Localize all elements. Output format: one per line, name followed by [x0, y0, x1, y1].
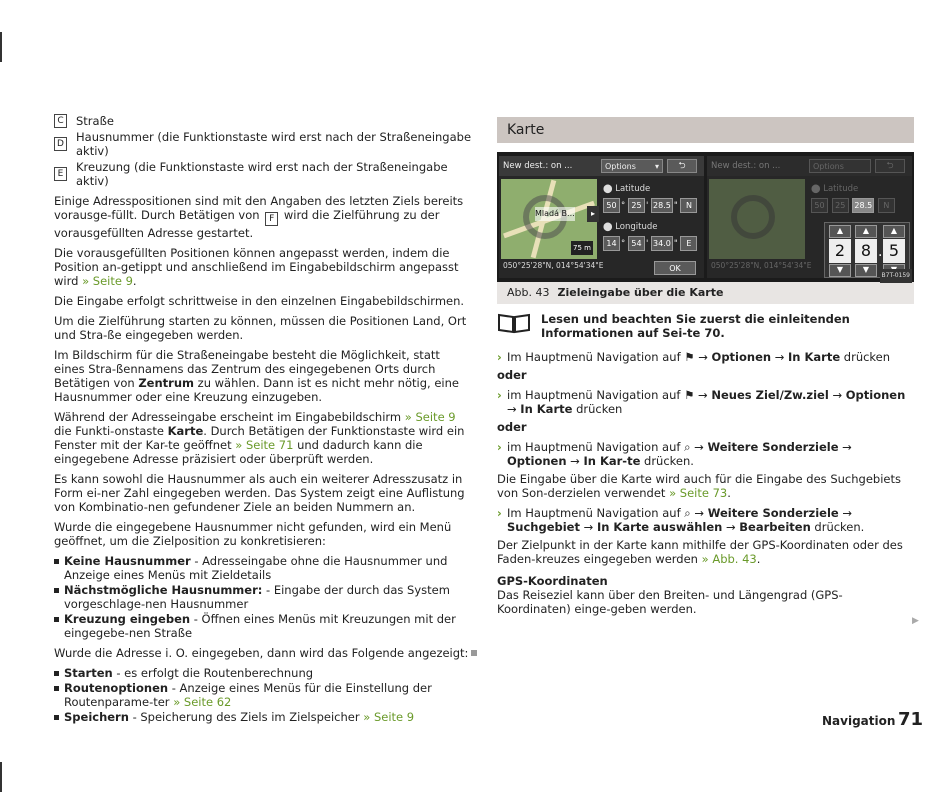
bold-term: Optionen	[507, 454, 567, 468]
list-item	[54, 710, 472, 724]
arrow: →	[698, 350, 708, 364]
bold-term: Keine Hausnummer	[64, 554, 191, 568]
key-legend-row	[54, 130, 472, 158]
key-description: Straße	[76, 114, 114, 128]
bold-term: Starten	[64, 666, 113, 680]
map-scale: 75 m	[571, 241, 593, 255]
bold-term: Speichern	[64, 710, 129, 724]
bold-term: Weitere Sonderziele	[707, 440, 839, 454]
coords-readout: 050°25'28"N, 014°54'34"E	[503, 261, 604, 270]
options-label: Options	[813, 162, 844, 171]
coord-field: 25	[832, 198, 849, 213]
section-heading: Karte	[497, 117, 914, 143]
bold-term: Nächstmögliche Hausnummer:	[64, 583, 263, 597]
pin-icon: ⬤	[603, 184, 613, 194]
paragraph: Wurde die Adresse i. O. eingegeben, dann wird das Folgende angezeigt:	[54, 646, 469, 660]
paragraph	[54, 410, 472, 466]
coord-field: N	[878, 198, 895, 213]
latitude-fields	[811, 198, 896, 213]
bullet-list	[54, 666, 472, 724]
function-key: D	[54, 137, 67, 151]
caption-text: Zieleingabe über die Karte	[557, 286, 724, 299]
section-end-mark	[471, 650, 477, 656]
page-link[interactable]: » Seite 71	[235, 438, 294, 452]
chevron-right-icon: ›	[497, 350, 502, 364]
text: zu wählen. Dann ist es nicht mehr nötig, eine Hausnummer oder eine Kreuzung einzugeben.	[54, 376, 459, 404]
crop-mark	[0, 762, 2, 792]
coord-field-selected: 28.5	[852, 198, 874, 213]
paragraph	[54, 194, 472, 240]
poi-icon: ⌕	[684, 440, 691, 454]
text: - Speicherung des Ziels im Zielspeicher	[128, 710, 360, 724]
figure-link[interactable]: » Abb. 43	[701, 552, 757, 566]
text: - Anzeige eines Menüs für die Einstellung der Routenparame-ter	[64, 681, 432, 709]
page-link[interactable]: » Seite 9	[82, 274, 133, 288]
latitude-label	[811, 182, 858, 196]
map-view	[501, 179, 597, 259]
list-item	[54, 554, 472, 582]
text: - Adresseingabe ohne die Hausnummer und Anzeige eines Menüs mit Zieldetails	[64, 554, 448, 582]
page-link[interactable]: » Seite 9	[363, 710, 415, 724]
right-column	[497, 117, 914, 622]
text: - Eingabe der durch das System vorgeschlage-nen Hausnummer	[64, 583, 450, 611]
key-description: Hausnummer (die Funktionstaste wird erst nach der Straßeneingabe aktiv)	[76, 130, 472, 158]
coord-field: N	[680, 198, 697, 213]
left-column	[54, 114, 472, 730]
pin-icon: ⬤	[603, 222, 613, 232]
text: Im Hauptmenü Navigation auf	[507, 350, 681, 364]
bold-term: In Karte	[520, 402, 573, 416]
coord-field: E	[680, 236, 697, 251]
screen-title: New dest.: on ...	[503, 161, 573, 171]
text: Im Hauptmenü Navigation auf	[507, 506, 681, 520]
list-item	[54, 681, 472, 709]
coord-field: 50	[811, 198, 828, 213]
screen-topbar	[499, 156, 704, 176]
key-legend-row	[54, 114, 472, 128]
text: Einige Adresspositionen sind mit den Angaben des letzten Ziels bereits vorausge-füllt. Durch Betätigen von	[54, 194, 464, 222]
coord-field: 25	[628, 198, 645, 213]
chevron-up-icon: ▲	[883, 225, 905, 238]
back-icon: ⮌	[667, 159, 697, 173]
function-key: C	[54, 114, 67, 128]
footer-section-title: Navigation	[822, 714, 896, 728]
text: und dadurch kann die eingegebene Adresse präzisiert oder überprüft werden.	[54, 438, 423, 466]
chevron-down-icon: ▼	[829, 264, 851, 277]
text: Die Eingabe über die Karte wird auch für die Eingabe des Suchgebiets von Son-derzielen verwendet	[497, 472, 901, 500]
bold-term: In Karte auswählen	[596, 520, 723, 534]
paragraph: Das Reiseziel kann über den Breiten- und Längengrad (GPS-Koordinaten) einge-geben werden.	[497, 588, 843, 616]
label-text: Latitude	[823, 184, 859, 194]
chevron-right-icon: ›	[497, 440, 502, 454]
caption-label: Abb. 43	[507, 286, 550, 299]
text: im Hauptmenü Navigation auf	[507, 440, 681, 454]
poi-icon: ⌕	[684, 506, 691, 520]
oder-label: oder	[497, 368, 527, 382]
chevron-up-icon: ▲	[855, 225, 877, 238]
ok-button: OK	[654, 261, 696, 275]
text: .	[132, 274, 137, 288]
subheading: GPS-Koordinaten	[497, 574, 608, 588]
chevron-right-icon: ›	[497, 388, 502, 402]
coord-field: 34.0	[651, 236, 673, 251]
text: wird die Zielführung zu der vorausgefüllten Adresse gestartet.	[54, 208, 440, 240]
continue-arrow-icon: ▶	[912, 616, 919, 626]
bold-term: Karte	[167, 424, 204, 438]
coord-field: 14	[603, 236, 620, 251]
flag-icon: ⚑	[684, 388, 695, 402]
read-notice	[497, 312, 914, 340]
spinner-digit: 2	[829, 239, 851, 263]
text: .	[756, 552, 761, 566]
step-item: › im Hauptmenü Navigation auf ⌕ → Weitere Sonderziele → Optionen → In Kar-te drücken.	[497, 440, 852, 468]
text: . Durch Betätigen der Funktionstaste wird ein Fenster mit der Kar-te geöffnet	[54, 424, 465, 452]
coord-field: 28.5	[651, 198, 673, 213]
text: drücken.	[814, 520, 865, 534]
book-icon	[497, 312, 531, 334]
map-view	[709, 179, 805, 259]
figure-caption	[497, 282, 914, 304]
figure-screenshots	[497, 152, 914, 282]
bold-term: In Kar-te	[583, 454, 641, 468]
step-item	[497, 350, 914, 364]
bold-term: Routenoptionen	[64, 681, 169, 695]
text: .	[727, 486, 731, 500]
spinner-column	[829, 225, 851, 277]
map-arrow-icon: ▸	[587, 206, 599, 222]
text: drücken.	[644, 454, 694, 468]
screen-topbar	[707, 156, 912, 176]
text: - Öffnen eines Menüs mit Kreuzungen mit der eingegebe-nen Straße	[64, 612, 456, 640]
spinner-digit: 8	[855, 239, 877, 263]
bold-term: Kreuzung eingeben	[64, 612, 191, 626]
page-link[interactable]: » Seite 62	[173, 695, 232, 709]
coord-field: 50	[603, 198, 620, 213]
text: - es erfolgt die Routenberechnung	[112, 666, 314, 680]
spinner-column	[855, 225, 877, 277]
paragraph	[54, 246, 472, 288]
label-text: Latitude	[615, 184, 651, 194]
bold-term: Optionen	[845, 388, 906, 402]
pin-icon: ⬤	[811, 184, 821, 194]
text: Die vorausgefüllten Positionen können angepasst werden, indem die Position an-getippt und anschließend im Eingabebildschirm angepasst wird	[54, 246, 459, 288]
crop-mark	[0, 32, 2, 62]
bold-term: Suchgebiet	[507, 520, 580, 534]
text: drücken	[843, 350, 891, 364]
text: die Funkti-onstaste	[54, 424, 164, 438]
bold-term: Weitere Sonderziele	[707, 506, 839, 520]
options-label: Options	[605, 162, 636, 171]
bold-term: In Karte	[788, 350, 841, 364]
map-place-label: Mladá B...	[535, 207, 575, 221]
chevron-down-icon: ▾	[654, 162, 659, 171]
back-icon: ⮌	[875, 159, 905, 173]
nav-screen-right	[707, 156, 912, 278]
key-legend-row	[54, 160, 472, 188]
crosshair-icon	[731, 195, 775, 239]
bold-term: Zentrum	[138, 376, 195, 390]
list-item	[54, 583, 472, 611]
page-link[interactable]: » Seite 9	[404, 410, 456, 424]
latitude-fields: 50 ° 25 ' 28.5 " N	[603, 198, 698, 213]
function-key: E	[54, 167, 67, 181]
paragraph	[497, 538, 914, 566]
longitude-label	[603, 220, 658, 234]
chevron-right-icon: ›	[497, 506, 502, 520]
figure-code: B7T-0159	[880, 269, 912, 283]
bold-term: Bearbeiten	[739, 520, 811, 534]
decimal-point: .	[878, 244, 883, 260]
list-item	[54, 666, 472, 680]
coords-readout: 050°25'28"N, 014°54'34"E	[711, 261, 812, 270]
key-description: Kreuzung (die Funktionstaste wird erst nach der Straßeneingabe aktiv)	[76, 160, 448, 188]
label-text: Longitude	[615, 222, 658, 232]
bullet-list	[54, 554, 472, 640]
text: im Hauptmenü Navigation auf	[507, 388, 681, 402]
paragraph: Wurde die eingegebene Hausnummer nicht gefunden, wird ein Menü geöffnet, um die Zielposition zu konkretisieren:	[54, 520, 452, 548]
flag-icon: ⚑	[684, 350, 695, 364]
paragraph: Um die Zielführung starten zu können, müssen die Positionen Land, Ort und Stra-ße eingegeben werden.	[54, 314, 467, 342]
page-link[interactable]: » Seite 73	[669, 486, 728, 500]
bold-term: Optionen	[711, 350, 772, 364]
list-item	[54, 612, 472, 640]
screen-title: New dest.: on ...	[711, 161, 781, 171]
nav-screen-left	[499, 156, 704, 278]
oder-label: oder	[497, 420, 527, 434]
step-item: › im Hauptmenü Navigation auf ⚑ → Neues Ziel/Zw.ziel → Optionen → In Karte drücken	[497, 388, 906, 416]
options-button	[809, 159, 871, 173]
paragraph	[54, 348, 472, 404]
chevron-down-icon: ▼	[855, 264, 877, 277]
spinner-digit: 5	[883, 239, 905, 263]
longitude-fields: 14 ° 54 ' 34.0 " E	[603, 236, 698, 251]
function-key: F	[265, 212, 278, 226]
latitude-label	[603, 182, 650, 196]
bold-term: Neues Ziel/Zw.ziel	[711, 388, 829, 402]
text: drücken	[576, 402, 623, 416]
options-button	[601, 159, 663, 173]
paragraph: Es kann sowohl die Hausnummer als auch ein weiterer Adresszusatz in Form ei-ner Zahl eingegeben werden. Das System zeigt eine Auflistung von Kombinatio-nen gefundener Ziele an beiden Nummern an.	[54, 472, 465, 514]
paragraph	[497, 472, 914, 500]
paragraph: Die Eingabe erfolgt schrittweise in den einzelnen Eingabebildschirmen.	[54, 294, 465, 308]
notice-text: Lesen und beachten Sie zuerst die einleitenden Informationen auf Sei-te 70.	[541, 312, 850, 340]
step-item: › Im Hauptmenü Navigation auf ⌕ → Weitere Sonderziele → Suchgebiet → In Karte auswählen → Bearbeiten drücken.	[497, 506, 865, 534]
arrow: →	[774, 350, 785, 364]
coord-field: 54	[628, 236, 645, 251]
text: Während der Adresseingabe erscheint im Eingabebildschirm	[54, 410, 402, 424]
chevron-up-icon: ▲	[829, 225, 851, 238]
text: Im Bildschirm für die Straßeneingabe besteht die Möglichkeit, statt eines Stra-ßennamens das Zentrum des eingegebenen Orts durch Betätigen von	[54, 348, 440, 390]
page-number: 71	[898, 709, 924, 730]
text: Der Zielpunkt in der Karte kann mithilfe der GPS-Koordinaten oder des Faden-kreuzes eingegeben werden	[497, 538, 903, 566]
